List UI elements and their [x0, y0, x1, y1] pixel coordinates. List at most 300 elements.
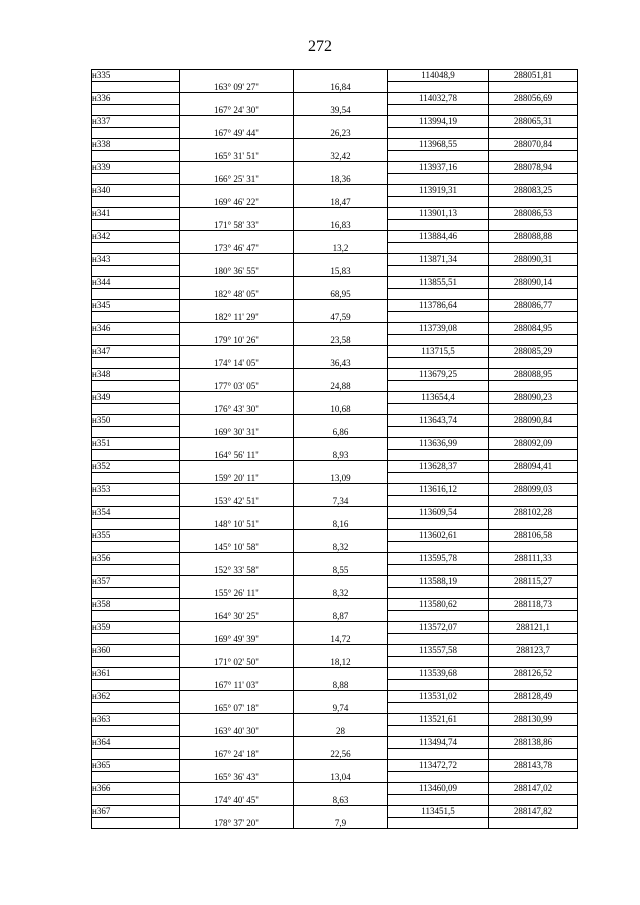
distance-cell-empty	[294, 760, 388, 772]
table-row-segment	[92, 380, 578, 392]
y-cell-empty	[489, 495, 578, 507]
point-id: н355	[92, 530, 180, 542]
table-row	[92, 208, 578, 220]
point-cell-empty	[92, 587, 180, 599]
table-row	[92, 507, 578, 519]
segment-length: 8,32	[294, 587, 388, 599]
x-cell-empty	[388, 127, 489, 139]
point-cell-empty	[92, 771, 180, 783]
segment-length: 9,74	[294, 702, 388, 714]
direction-angle: 169° 49' 39"	[180, 633, 294, 645]
direction-angle: 177° 03' 05"	[180, 380, 294, 392]
table-row-segment	[92, 104, 578, 116]
segment-length: 13,2	[294, 242, 388, 254]
table-row-segment	[92, 794, 578, 806]
direction-angle: 169° 46' 22"	[180, 196, 294, 208]
distance-cell-empty	[294, 231, 388, 243]
point-id: н339	[92, 162, 180, 174]
y-cell-empty	[489, 242, 578, 254]
table-row	[92, 70, 578, 82]
distance-cell-empty	[294, 599, 388, 611]
angle-cell-empty	[180, 484, 294, 496]
direction-angle: 145° 10' 58"	[180, 541, 294, 553]
x-cell-empty	[388, 334, 489, 346]
x-cell-empty	[388, 196, 489, 208]
y-cell-empty	[489, 403, 578, 415]
segment-length: 7,34	[294, 495, 388, 507]
x-cell-empty	[388, 449, 489, 461]
x-cell-empty	[388, 748, 489, 760]
angle-cell-empty	[180, 461, 294, 473]
segment-length: 68,95	[294, 288, 388, 300]
point-id: н360	[92, 645, 180, 657]
point-id: н353	[92, 484, 180, 496]
y-coordinate: 288126,52	[489, 668, 578, 680]
angle-cell-empty	[180, 323, 294, 335]
table-row-segment	[92, 242, 578, 254]
y-coordinate: 288099,03	[489, 484, 578, 496]
point-id: н359	[92, 622, 180, 634]
distance-cell-empty	[294, 714, 388, 726]
point-id: н341	[92, 208, 180, 220]
x-cell-empty	[388, 817, 489, 829]
angle-cell-empty	[180, 231, 294, 243]
table-row-segment	[92, 679, 578, 691]
point-id: н346	[92, 323, 180, 335]
segment-length: 8,88	[294, 679, 388, 691]
point-id: н357	[92, 576, 180, 588]
x-cell-empty	[388, 81, 489, 93]
y-cell-empty	[489, 288, 578, 300]
segment-length: 14,72	[294, 633, 388, 645]
x-coordinate: 113451,5	[388, 806, 489, 818]
y-coordinate: 288147,82	[489, 806, 578, 818]
table-row	[92, 185, 578, 197]
x-coordinate: 113616,12	[388, 484, 489, 496]
y-coordinate: 288086,77	[489, 300, 578, 312]
table-row	[92, 576, 578, 588]
direction-angle: 164° 30' 25"	[180, 610, 294, 622]
segment-length: 8,55	[294, 564, 388, 576]
angle-cell-empty	[180, 691, 294, 703]
x-cell-empty	[388, 265, 489, 277]
point-id: н340	[92, 185, 180, 197]
point-cell-empty	[92, 610, 180, 622]
table-row-segment	[92, 633, 578, 645]
x-coordinate: 113595,78	[388, 553, 489, 565]
y-cell-empty	[489, 771, 578, 783]
table-row-segment	[92, 449, 578, 461]
point-cell-empty	[92, 403, 180, 415]
direction-angle: 159° 20' 11"	[180, 472, 294, 484]
x-coordinate: 113937,16	[388, 162, 489, 174]
x-coordinate: 113572,07	[388, 622, 489, 634]
angle-cell-empty	[180, 415, 294, 427]
table-row-segment	[92, 357, 578, 369]
coordinates-table	[91, 69, 578, 829]
angle-cell-empty	[180, 806, 294, 818]
y-cell-empty	[489, 656, 578, 668]
x-coordinate: 113871,34	[388, 254, 489, 266]
direction-angle: 167° 11' 03"	[180, 679, 294, 691]
table-row-segment	[92, 150, 578, 162]
y-coordinate: 288106,58	[489, 530, 578, 542]
table-row	[92, 346, 578, 358]
point-cell-empty	[92, 426, 180, 438]
y-coordinate: 288090,84	[489, 415, 578, 427]
y-cell-empty	[489, 610, 578, 622]
table-row-segment	[92, 334, 578, 346]
point-cell-empty	[92, 242, 180, 254]
point-id: н342	[92, 231, 180, 243]
y-coordinate: 288090,23	[489, 392, 578, 404]
segment-length: 23,58	[294, 334, 388, 346]
x-coordinate: 113884,46	[388, 231, 489, 243]
table-row-segment	[92, 518, 578, 530]
table-row-segment	[92, 725, 578, 737]
point-cell-empty	[92, 219, 180, 231]
point-id: н366	[92, 783, 180, 795]
point-cell-empty	[92, 81, 180, 93]
x-coordinate: 113472,72	[388, 760, 489, 772]
segment-length: 8,32	[294, 541, 388, 553]
x-cell-empty	[388, 518, 489, 530]
segment-length: 26,23	[294, 127, 388, 139]
y-coordinate: 288078,94	[489, 162, 578, 174]
x-cell-empty	[388, 771, 489, 783]
point-id: н349	[92, 392, 180, 404]
point-cell-empty	[92, 334, 180, 346]
distance-cell-empty	[294, 392, 388, 404]
point-cell-empty	[92, 702, 180, 714]
table-row-segment	[92, 288, 578, 300]
x-coordinate: 113636,99	[388, 438, 489, 450]
x-cell-empty	[388, 173, 489, 185]
table-row	[92, 438, 578, 450]
table-row-segment	[92, 564, 578, 576]
point-id: н343	[92, 254, 180, 266]
table-row	[92, 737, 578, 749]
table-row-segment	[92, 127, 578, 139]
x-cell-empty	[388, 288, 489, 300]
direction-angle: 171° 58' 33"	[180, 219, 294, 231]
table-row	[92, 622, 578, 634]
table-row-segment	[92, 702, 578, 714]
segment-length: 24,88	[294, 380, 388, 392]
point-cell-empty	[92, 380, 180, 392]
distance-cell-empty	[294, 323, 388, 335]
y-coordinate: 288070,84	[489, 139, 578, 151]
distance-cell-empty	[294, 576, 388, 588]
direction-angle: 182° 48' 05"	[180, 288, 294, 300]
y-coordinate: 288086,53	[489, 208, 578, 220]
table-row	[92, 783, 578, 795]
y-coordinate: 288118,73	[489, 599, 578, 611]
direction-angle: 163° 09' 27"	[180, 81, 294, 93]
segment-length: 8,63	[294, 794, 388, 806]
segment-length: 8,87	[294, 610, 388, 622]
distance-cell-empty	[294, 254, 388, 266]
y-cell-empty	[489, 725, 578, 737]
x-cell-empty	[388, 495, 489, 507]
angle-cell-empty	[180, 553, 294, 565]
y-cell-empty	[489, 334, 578, 346]
y-cell-empty	[489, 357, 578, 369]
distance-cell-empty	[294, 461, 388, 473]
y-coordinate: 288065,31	[489, 116, 578, 128]
angle-cell-empty	[180, 392, 294, 404]
direction-angle: 165° 07' 18"	[180, 702, 294, 714]
x-coordinate: 113679,25	[388, 369, 489, 381]
table-row	[92, 484, 578, 496]
y-cell-empty	[489, 81, 578, 93]
segment-length: 32,42	[294, 150, 388, 162]
point-id: н351	[92, 438, 180, 450]
direction-angle: 166° 25' 31"	[180, 173, 294, 185]
direction-angle: 174° 14' 05"	[180, 357, 294, 369]
angle-cell-empty	[180, 70, 294, 82]
table-row	[92, 645, 578, 657]
x-cell-empty	[388, 104, 489, 116]
point-cell-empty	[92, 265, 180, 277]
y-coordinate: 288121,1	[489, 622, 578, 634]
y-cell-empty	[489, 196, 578, 208]
y-cell-empty	[489, 817, 578, 829]
distance-cell-empty	[294, 622, 388, 634]
point-cell-empty	[92, 748, 180, 760]
point-id: н336	[92, 93, 180, 105]
y-coordinate: 288088,95	[489, 369, 578, 381]
direction-angle: 182° 11' 29"	[180, 311, 294, 323]
angle-cell-empty	[180, 208, 294, 220]
y-coordinate: 288094,41	[489, 461, 578, 473]
table-row-segment	[92, 472, 578, 484]
table-row	[92, 392, 578, 404]
point-cell-empty	[92, 127, 180, 139]
point-id: н338	[92, 139, 180, 151]
table-row	[92, 162, 578, 174]
y-coordinate: 288051,81	[489, 70, 578, 82]
point-cell-empty	[92, 173, 180, 185]
y-cell-empty	[489, 564, 578, 576]
x-coordinate: 113919,31	[388, 185, 489, 197]
point-cell-empty	[92, 725, 180, 737]
x-coordinate: 113521,61	[388, 714, 489, 726]
direction-angle: 173° 46' 47"	[180, 242, 294, 254]
direction-angle: 152° 33' 58"	[180, 564, 294, 576]
segment-length: 6,86	[294, 426, 388, 438]
direction-angle: 165° 36' 43"	[180, 771, 294, 783]
x-coordinate: 114032,78	[388, 93, 489, 105]
distance-cell-empty	[294, 691, 388, 703]
distance-cell-empty	[294, 783, 388, 795]
y-coordinate: 288138,86	[489, 737, 578, 749]
segment-length: 47,59	[294, 311, 388, 323]
y-cell-empty	[489, 748, 578, 760]
point-cell-empty	[92, 449, 180, 461]
point-id: н350	[92, 415, 180, 427]
angle-cell-empty	[180, 599, 294, 611]
point-cell-empty	[92, 150, 180, 162]
point-cell-empty	[92, 495, 180, 507]
point-id: н344	[92, 277, 180, 289]
distance-cell-empty	[294, 806, 388, 818]
table-row	[92, 668, 578, 680]
segment-length: 16,83	[294, 219, 388, 231]
table-row-segment	[92, 173, 578, 185]
x-coordinate: 113557,58	[388, 645, 489, 657]
segment-length: 16,84	[294, 81, 388, 93]
y-cell-empty	[489, 518, 578, 530]
y-coordinate: 288056,69	[489, 93, 578, 105]
table-row	[92, 806, 578, 818]
point-cell-empty	[92, 311, 180, 323]
table-row-segment	[92, 748, 578, 760]
point-cell-empty	[92, 472, 180, 484]
direction-angle: 174° 40' 45"	[180, 794, 294, 806]
table-row-segment	[92, 403, 578, 415]
y-coordinate: 288123,7	[489, 645, 578, 657]
x-coordinate: 113901,13	[388, 208, 489, 220]
y-coordinate: 288128,49	[489, 691, 578, 703]
x-coordinate: 113460,09	[388, 783, 489, 795]
x-coordinate: 113588,19	[388, 576, 489, 588]
distance-cell-empty	[294, 507, 388, 519]
point-cell-empty	[92, 518, 180, 530]
y-coordinate: 288130,99	[489, 714, 578, 726]
direction-angle: 164° 56' 11"	[180, 449, 294, 461]
y-cell-empty	[489, 104, 578, 116]
distance-cell-empty	[294, 162, 388, 174]
segment-length: 8,93	[294, 449, 388, 461]
segment-length: 39,54	[294, 104, 388, 116]
x-cell-empty	[388, 794, 489, 806]
y-coordinate: 288083,25	[489, 185, 578, 197]
distance-cell-empty	[294, 185, 388, 197]
distance-cell-empty	[294, 369, 388, 381]
y-coordinate: 288102,28	[489, 507, 578, 519]
direction-angle: 180° 36' 55"	[180, 265, 294, 277]
angle-cell-empty	[180, 576, 294, 588]
x-coordinate: 113968,55	[388, 139, 489, 151]
distance-cell-empty	[294, 668, 388, 680]
direction-angle: 165° 31' 51"	[180, 150, 294, 162]
y-cell-empty	[489, 702, 578, 714]
angle-cell-empty	[180, 93, 294, 105]
point-cell-empty	[92, 541, 180, 553]
table-row	[92, 553, 578, 565]
point-id: н337	[92, 116, 180, 128]
x-coordinate: 113531,02	[388, 691, 489, 703]
direction-angle: 155° 26' 11"	[180, 587, 294, 599]
y-cell-empty	[489, 426, 578, 438]
y-coordinate: 288085,29	[489, 346, 578, 358]
x-cell-empty	[388, 633, 489, 645]
distance-cell-empty	[294, 346, 388, 358]
table-row-segment	[92, 541, 578, 553]
distance-cell-empty	[294, 300, 388, 312]
table-row	[92, 231, 578, 243]
y-coordinate: 288090,31	[489, 254, 578, 266]
table-row-segment	[92, 196, 578, 208]
direction-angle: 167° 24' 18"	[180, 748, 294, 760]
x-coordinate: 113602,61	[388, 530, 489, 542]
x-coordinate: 113715,5	[388, 346, 489, 358]
table-row-segment	[92, 219, 578, 231]
angle-cell-empty	[180, 714, 294, 726]
direction-angle: 167° 24' 30"	[180, 104, 294, 116]
table-row	[92, 277, 578, 289]
table-row-segment	[92, 817, 578, 829]
x-cell-empty	[388, 702, 489, 714]
distance-cell-empty	[294, 415, 388, 427]
x-cell-empty	[388, 587, 489, 599]
segment-length: 8,16	[294, 518, 388, 530]
angle-cell-empty	[180, 369, 294, 381]
table-row-segment	[92, 81, 578, 93]
angle-cell-empty	[180, 783, 294, 795]
x-cell-empty	[388, 380, 489, 392]
y-cell-empty	[489, 794, 578, 806]
direction-angle: 153° 42' 51"	[180, 495, 294, 507]
distance-cell-empty	[294, 530, 388, 542]
y-cell-empty	[489, 449, 578, 461]
table-row	[92, 599, 578, 611]
distance-cell-empty	[294, 645, 388, 657]
point-cell-empty	[92, 564, 180, 576]
direction-angle: 171° 02' 50"	[180, 656, 294, 668]
table-row	[92, 323, 578, 335]
angle-cell-empty	[180, 116, 294, 128]
point-id: н365	[92, 760, 180, 772]
segment-length: 15,83	[294, 265, 388, 277]
x-coordinate: 113609,54	[388, 507, 489, 519]
point-id: н345	[92, 300, 180, 312]
x-cell-empty	[388, 610, 489, 622]
y-cell-empty	[489, 541, 578, 553]
point-id: н347	[92, 346, 180, 358]
x-coordinate: 113994,19	[388, 116, 489, 128]
page-number: 272	[308, 38, 332, 55]
segment-length: 28	[294, 725, 388, 737]
point-id: н348	[92, 369, 180, 381]
x-coordinate: 113494,74	[388, 737, 489, 749]
point-id: н363	[92, 714, 180, 726]
table-row-segment	[92, 771, 578, 783]
distance-cell-empty	[294, 93, 388, 105]
point-cell-empty	[92, 817, 180, 829]
distance-cell-empty	[294, 737, 388, 749]
x-cell-empty	[388, 219, 489, 231]
point-cell-empty	[92, 679, 180, 691]
point-id: н361	[92, 668, 180, 680]
table-row-segment	[92, 265, 578, 277]
y-cell-empty	[489, 311, 578, 323]
angle-cell-empty	[180, 277, 294, 289]
direction-angle: 148° 10' 51"	[180, 518, 294, 530]
table-body	[92, 70, 578, 829]
segment-length: 18,47	[294, 196, 388, 208]
y-coordinate: 288084,95	[489, 323, 578, 335]
table-row-segment	[92, 426, 578, 438]
angle-cell-empty	[180, 507, 294, 519]
distance-cell-empty	[294, 277, 388, 289]
angle-cell-empty	[180, 622, 294, 634]
table-row	[92, 691, 578, 703]
distance-cell-empty	[294, 70, 388, 82]
point-id: н358	[92, 599, 180, 611]
table-row-segment	[92, 587, 578, 599]
